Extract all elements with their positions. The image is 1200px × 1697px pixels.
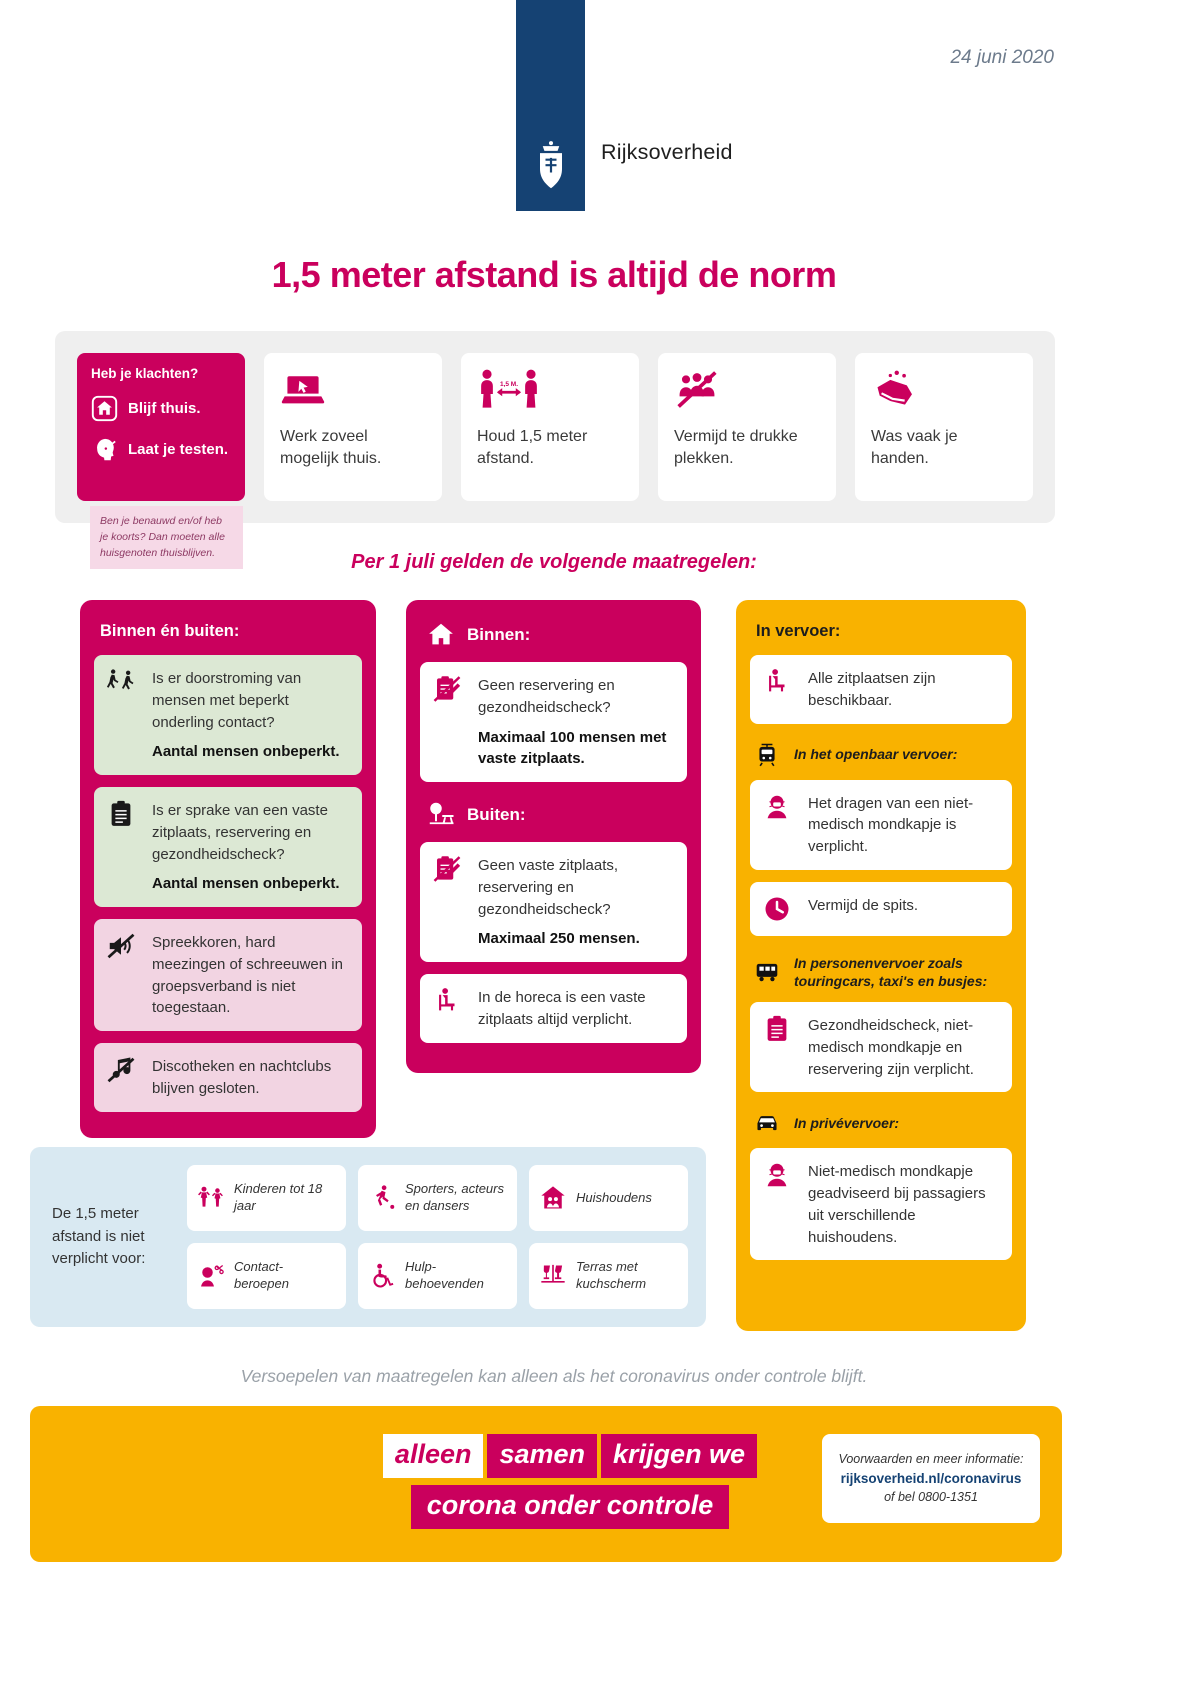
checklist-icon [762, 1014, 800, 1044]
basic-measure-card-distance [461, 353, 639, 501]
contact-professions-icon [197, 1262, 225, 1290]
rule-card-flow [94, 655, 362, 775]
transport-column-title: In vervoer: [756, 622, 841, 640]
transport-label-private: In privévervoer: [750, 1104, 1012, 1148]
transport-card-rush-hour [750, 882, 1012, 936]
logo-wordmark: Rijksoverheid [601, 140, 733, 164]
slogan-word-alleen: alleen [383, 1434, 484, 1478]
exception-card-care-dependent: Hulp-behoevenden [358, 1243, 517, 1309]
page-title: 1,5 meter afstand is altijd de norm [271, 254, 837, 295]
exception-card-sports: Sporters, acteurs en dansers [358, 1165, 517, 1231]
bus-icon [754, 959, 784, 985]
date-label: 24 juni 2020 [950, 47, 1054, 68]
complaint-label: Laat je testen. [128, 441, 229, 458]
seated-person-icon [762, 667, 800, 697]
rules-column-title: Binnen én buiten: [100, 622, 240, 640]
complaint-item-get-tested [91, 436, 231, 463]
checklist-icon [106, 799, 144, 829]
laptop-icon [280, 368, 426, 426]
children-icon [197, 1184, 225, 1212]
rule-card-nightclubs [94, 1043, 362, 1112]
complaint-item-stay-home [91, 395, 231, 422]
rule-text: Is er doorstroming van mensen met beperkt onderling contact? Aantal mensen onbeperkt. [152, 670, 340, 761]
no-shouting-icon [106, 931, 144, 961]
transport-text: Niet-medisch mondkapje geadviseerd bij passagiers uit verschillende huishoudens. [808, 1163, 986, 1246]
face-mask-icon [762, 1160, 800, 1190]
transport-card-seats [750, 655, 1012, 724]
slogan-line-1 [350, 1434, 790, 1478]
basic-measure-label: Houd 1,5 meter afstand. [477, 428, 588, 468]
info-card [822, 1434, 1040, 1523]
info-line-3: of bel 0800-1351 [884, 1489, 978, 1504]
transport-text: Het dragen van een niet-medisch mondkapje is verplicht. [808, 794, 974, 855]
transport-text: Vermijd de spits. [808, 896, 919, 914]
logo-ribbon [516, 0, 585, 211]
exceptions-intro: De 1,5 meter afstand is niet verplicht voor: [52, 1205, 146, 1268]
campaign-banner [30, 1406, 1062, 1562]
no-reservation-icon [432, 854, 470, 884]
capacity-column [406, 600, 701, 1073]
rule-text: Is er sprake van een vaste zitplaats, reservering en gezondheidscheck? Aantal mensen onbeperkt. [152, 802, 340, 893]
indoor-title: Binnen: [467, 625, 531, 644]
transport-label-passenger: In personenvervoer zoals touringcars, taxi's en busjes: [750, 948, 1012, 1002]
coronavirus-info-link[interactable]: rijksoverheid.nl/coronavirus [840, 1470, 1022, 1486]
basic-measure-label: Was vaak je handen. [871, 428, 958, 468]
campaign-slogan [350, 1434, 790, 1529]
rijksoverheid-emblem-icon [529, 139, 573, 195]
home-icon [91, 395, 118, 422]
car-icon [754, 1110, 784, 1136]
indoor-section-header [420, 614, 687, 662]
clock-icon [762, 894, 800, 924]
exception-card-terrace: Terras met kuchscherm [529, 1243, 688, 1309]
exception-card-contact-professions: Contact-beroepen [187, 1243, 346, 1309]
complaints-note: Ben je benauwd en/of heb je koorts? Dan moeten alle huisgenoten thuisblijven. [90, 506, 243, 569]
train-icon [754, 742, 784, 768]
complaints-title: Heb je klachten? [91, 366, 199, 381]
outdoor-section-header [420, 794, 687, 842]
face-mask-icon [762, 792, 800, 822]
exception-card-households: Huishoudens [529, 1165, 688, 1231]
outdoor-title: Buiten: [467, 805, 526, 824]
basic-measure-label: Werk zoveel mogelijk thuis. [280, 428, 382, 468]
basic-measure-label: Vermijd te drukke plekken. [674, 428, 798, 468]
measures-heading: Per 1 juli gelden de volgende maatregelen: [351, 551, 757, 573]
info-line-1: Voorwaarden en meer informatie: [838, 1452, 1024, 1466]
tree-icon [426, 800, 456, 830]
distance-caption: 1,5 M. [499, 381, 519, 388]
complaint-label: Blijf thuis. [128, 400, 201, 417]
no-crowd-icon [674, 368, 820, 426]
transport-card-mask [750, 780, 1012, 870]
transport-label-public: In het openbaar vervoer: [750, 736, 1012, 780]
transport-card-healthcheck [750, 1002, 1012, 1092]
terrace-icon [539, 1262, 567, 1290]
sports-icon [368, 1184, 396, 1212]
slogan-line-2: corona onder controle [411, 1485, 730, 1529]
rule-card-no-shouting [94, 919, 362, 1031]
basic-measures-panel [55, 331, 1055, 523]
distance-icon [477, 368, 623, 426]
rule-card-reservation [94, 787, 362, 907]
transport-text: Gezondheidscheck, niet-medisch mondkapje en reservering zijn verplicht. [808, 1017, 974, 1078]
basic-measure-card-avoid-crowds [658, 353, 836, 501]
house-icon [426, 620, 456, 650]
no-reservation-icon [432, 674, 470, 704]
basic-measure-card-wash-hands [855, 353, 1033, 501]
seated-person-icon [432, 986, 470, 1016]
relaxation-note: Versoepelen van maatregelen kan alleen als het coronavirus onder controle blijft. [240, 1366, 868, 1386]
test-icon [91, 436, 118, 463]
transport-column [736, 600, 1026, 1331]
capacity-text: Geen reservering en gezondheidscheck? Maximaal 100 mensen met vaste zitplaats. [478, 677, 667, 768]
no-music-icon [106, 1055, 144, 1085]
capacity-card-horeca [420, 974, 687, 1043]
rule-text: Spreekkoren, hard meezingen of schreeuwen in groepsverband is niet toegestaan. [152, 934, 343, 1017]
household-icon [539, 1184, 567, 1212]
transport-card-private-mask [750, 1148, 1012, 1260]
wheelchair-icon [368, 1262, 396, 1290]
rules-column [80, 600, 376, 1138]
slogan-word-krijgen-we: krijgen we [601, 1434, 757, 1478]
complaints-card [77, 353, 245, 501]
exception-card-children: Kinderen tot 18 jaar [187, 1165, 346, 1231]
capacity-text: In de horeca is een vaste zitplaats altijd verplicht. [478, 989, 646, 1028]
capacity-card-outdoor [420, 842, 687, 962]
wash-hands-icon [871, 368, 1017, 426]
rule-text: Discotheken en nachtclubs blijven gesloten. [152, 1058, 332, 1097]
slogan-word-samen: samen [487, 1434, 597, 1478]
transport-text: Alle zitplaatsen zijn beschikbaar. [808, 670, 936, 709]
capacity-card-indoor [420, 662, 687, 782]
basic-measure-card-work-home [264, 353, 442, 501]
walking-people-icon [106, 667, 144, 697]
exceptions-panel [30, 1147, 706, 1327]
capacity-text: Geen vaste zitplaats, reservering en gezondheidscheck? Maximaal 250 mensen. [478, 857, 640, 948]
